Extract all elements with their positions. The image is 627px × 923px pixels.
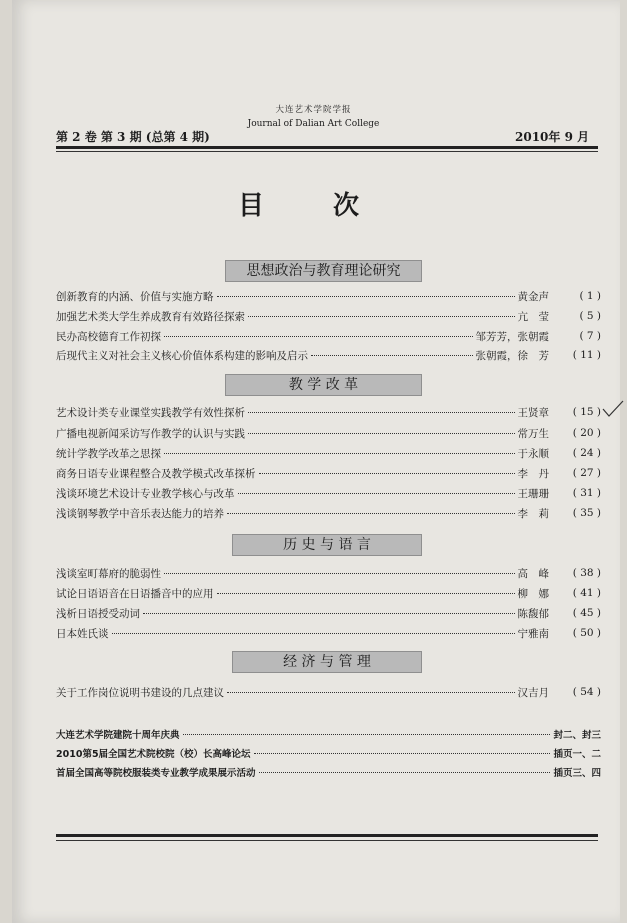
leader-dots bbox=[217, 592, 515, 594]
toc-entry[interactable] bbox=[56, 625, 601, 641]
entry-page: ( 27 ) bbox=[572, 467, 601, 479]
extra-entry[interactable] bbox=[56, 726, 601, 742]
toc-entry[interactable] bbox=[56, 445, 601, 461]
extra-page: 插页三、四 bbox=[553, 768, 601, 779]
entry-page: ( 1 ) bbox=[579, 290, 601, 302]
entry-page: ( 35 ) bbox=[572, 507, 601, 519]
section-heading-history: 历 史 与 语 言 bbox=[232, 534, 422, 556]
entry-title: 浅谈环境艺术设计专业教学核心与改革 bbox=[56, 487, 235, 500]
leader-dots bbox=[259, 771, 551, 773]
entry-title: 商务日语专业课程整合及教学模式改革探析 bbox=[56, 467, 256, 480]
section-heading-economy: 经 济 与 管 理 bbox=[232, 651, 422, 673]
entry-title: 广播电视新闻采访写作教学的认识与实践 bbox=[56, 427, 245, 440]
entry-title: 试论日语语音在日语播音中的应用 bbox=[56, 587, 214, 600]
entry-title: 后现代主义对社会主义核心价值体系构建的影响及启示 bbox=[56, 349, 308, 362]
entry-author: 柳 娜 bbox=[517, 587, 549, 600]
entry-author: 张朝霞，徐 芳 bbox=[475, 349, 549, 362]
leader-dots bbox=[164, 452, 515, 454]
toc-entry[interactable] bbox=[56, 288, 601, 304]
page-title: 目 次 bbox=[237, 191, 390, 221]
extra-page: 插页一、二 bbox=[553, 749, 601, 760]
entry-title: 浅谈钢琴教学中音乐表达能力的培养 bbox=[56, 507, 224, 520]
leader-dots bbox=[248, 411, 515, 413]
toc-entry[interactable] bbox=[56, 565, 601, 581]
toc-entry[interactable] bbox=[56, 684, 601, 700]
entry-title: 浅析日语授受动词 bbox=[56, 607, 140, 620]
leader-dots bbox=[227, 512, 515, 514]
issue-date: 2010年 9 月 bbox=[515, 130, 590, 144]
leader-dots bbox=[311, 354, 473, 356]
toc-entry[interactable] bbox=[56, 425, 601, 441]
entry-title: 加强艺术类大学生养成教育有效路径探索 bbox=[56, 310, 245, 323]
leader-dots bbox=[143, 612, 515, 614]
leader-dots bbox=[227, 691, 515, 693]
entry-title: 创新教育的内涵、价值与实施方略 bbox=[56, 290, 214, 303]
entry-author: 宁雅南 bbox=[517, 627, 549, 640]
leader-dots bbox=[164, 335, 473, 337]
toc-entry[interactable] bbox=[56, 308, 601, 324]
toc-entry[interactable] bbox=[56, 505, 601, 521]
entry-author: 王珊珊 bbox=[517, 487, 549, 500]
header-rule bbox=[56, 146, 598, 149]
entry-page: ( 20 ) bbox=[572, 427, 601, 439]
checkmark-icon bbox=[601, 399, 625, 419]
extra-entry[interactable] bbox=[56, 764, 601, 780]
section-heading-politics: 思想政治与教育理论研究 bbox=[225, 260, 422, 282]
entry-page: ( 7 ) bbox=[579, 330, 601, 342]
extra-entry[interactable] bbox=[56, 745, 601, 761]
entry-author: 黄金声 bbox=[517, 290, 549, 303]
entry-page: ( 38 ) bbox=[572, 567, 601, 579]
footer-rule bbox=[56, 834, 598, 837]
entry-title: 日本姓氏谈 bbox=[56, 627, 109, 640]
leader-dots bbox=[254, 752, 551, 754]
leader-dots bbox=[217, 295, 515, 297]
toc-entry[interactable] bbox=[56, 485, 601, 501]
entry-page: ( 5 ) bbox=[579, 310, 601, 322]
journal-name-cn: 大连艺术学院学报 bbox=[275, 105, 352, 115]
toc-entry[interactable] bbox=[56, 328, 601, 344]
entry-page: ( 54 ) bbox=[572, 686, 601, 698]
entry-page: ( 41 ) bbox=[572, 587, 601, 599]
extra-title: 2010第5届全国艺术院校院（校）长高峰论坛 bbox=[56, 749, 251, 760]
extra-title: 首届全国高等院校服装类专业教学成果展示活动 bbox=[56, 768, 256, 779]
entry-author: 李 丹 bbox=[517, 467, 549, 480]
entry-author: 于永顺 bbox=[517, 447, 549, 460]
entry-author: 亢 莹 bbox=[517, 310, 549, 323]
entry-author: 李 莉 bbox=[517, 507, 549, 520]
entry-author: 高 峰 bbox=[517, 567, 549, 580]
leader-dots bbox=[248, 432, 515, 434]
entry-title: 浅谈室町幕府的脆弱性 bbox=[56, 567, 161, 580]
section-heading-teaching: 教 学 改 革 bbox=[225, 374, 422, 396]
issue-info: 第 2 卷 第 3 期 (总第 4 期) bbox=[56, 130, 210, 144]
leader-dots bbox=[238, 492, 515, 494]
entry-title: 关于工作岗位说明书建设的几点建议 bbox=[56, 686, 224, 699]
entry-author: 王贤章 bbox=[517, 406, 549, 419]
journal-name-en: Journal of Dalian Art College bbox=[247, 119, 380, 129]
entry-author: 邹芳芳，张朝霞 bbox=[475, 330, 549, 343]
entry-page: ( 24 ) bbox=[572, 447, 601, 459]
header-rule-thin bbox=[56, 151, 598, 152]
toc-entry[interactable] bbox=[56, 585, 601, 601]
entry-author: 陈馥郁 bbox=[517, 607, 549, 620]
leader-dots bbox=[112, 632, 515, 634]
entry-page: ( 50 ) bbox=[572, 627, 601, 639]
entry-title: 民办高校德育工作初探 bbox=[56, 330, 161, 343]
entry-author: 常万生 bbox=[517, 427, 549, 440]
toc-entry[interactable] bbox=[56, 347, 601, 363]
entry-author: 汉吉月 bbox=[517, 686, 549, 699]
toc-entry[interactable] bbox=[56, 404, 601, 420]
entry-title: 艺术设计类专业课堂实践教学有效性探析 bbox=[56, 406, 245, 419]
leader-dots bbox=[164, 572, 515, 574]
entry-page: ( 11 ) bbox=[572, 349, 601, 361]
leader-dots bbox=[259, 472, 515, 474]
extra-page: 封二、封三 bbox=[553, 730, 601, 741]
footer-rule-thin bbox=[56, 840, 598, 841]
entry-title: 统计学教学改革之思探 bbox=[56, 447, 161, 460]
entry-page: ( 45 ) bbox=[572, 607, 601, 619]
leader-dots bbox=[183, 733, 551, 735]
leader-dots bbox=[248, 315, 515, 317]
entry-page: ( 15 ) bbox=[572, 406, 601, 418]
toc-entry[interactable] bbox=[56, 605, 601, 621]
toc-entry[interactable] bbox=[56, 465, 601, 481]
entry-page: ( 31 ) bbox=[572, 487, 601, 499]
extra-title: 大连艺术学院建院十周年庆典 bbox=[56, 730, 180, 741]
